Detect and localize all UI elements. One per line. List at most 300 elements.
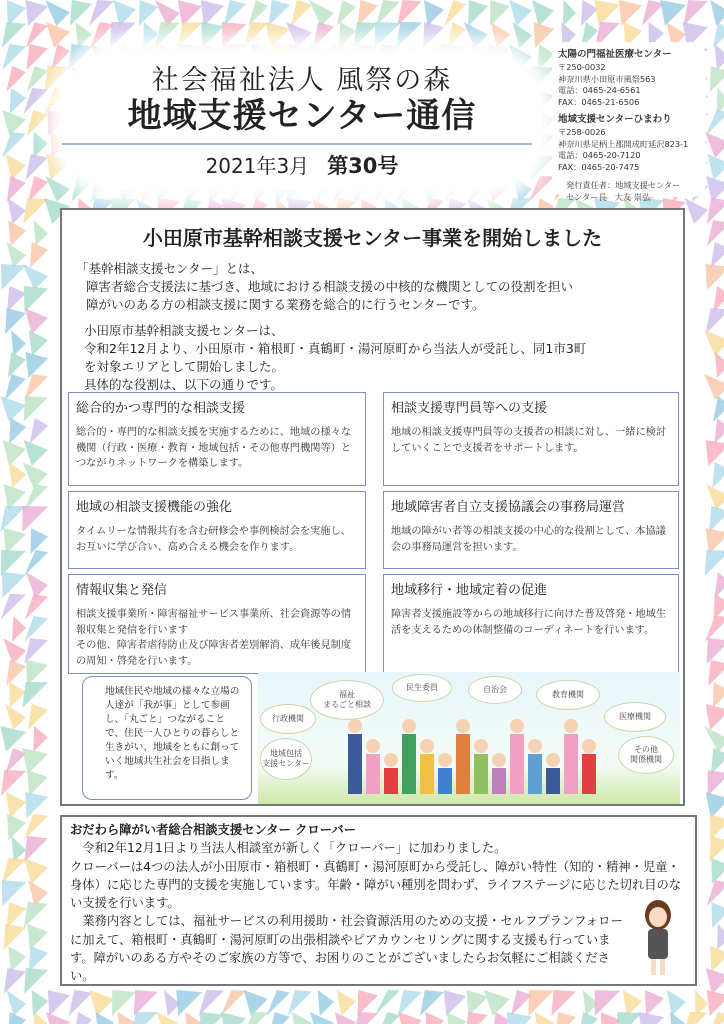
mosaic-tile — [534, 22, 554, 48]
mosaic-tile — [683, 0, 708, 26]
mosaic-tile — [465, 1012, 488, 1024]
mosaic-tile — [9, 462, 26, 488]
desc-line: 令和2年12月より、小田原市・箱根町・真鶴町・湯河原町から当法人が受託し、同1市3町 — [84, 341, 587, 356]
mosaic-tile — [377, 1012, 400, 1024]
clover-title: おだわら障がい者総合相談支援センター クローバー — [70, 823, 357, 837]
mosaic-tile — [269, 0, 290, 26]
role-box — [68, 491, 366, 569]
mosaic-tile — [221, 990, 246, 1016]
role-heading: 総合的かつ専門的な相談支援 — [76, 401, 246, 416]
mosaic-tile — [1, 770, 26, 796]
mosaic-tile — [22, 748, 48, 774]
mosaic-tile — [705, 132, 724, 158]
mosaic-tile — [506, 1012, 532, 1024]
mosaic-tile — [30, 528, 48, 554]
mosaic-tile — [424, 0, 444, 26]
role-box — [383, 574, 679, 674]
mosaic-tile — [707, 638, 724, 664]
role-body: 地域の相談支援専門員等の支援者の相談に対し、一緒に検討していくことで支援者をサポートします。 — [391, 427, 667, 454]
mosaic-tile — [7, 242, 26, 268]
mosaic-tile — [266, 22, 290, 48]
mosaic-tile — [22, 682, 48, 708]
mosaic-tile — [318, 990, 334, 1016]
mosaic-tile — [710, 0, 724, 26]
mosaic-tile — [8, 1012, 26, 1024]
mosaic-tile — [717, 924, 724, 950]
role-body: 総合的・専門的な相談支援を実施するために、地域の様々な機関（行政・医療・教育・地域包括・その他専門機関等）とつながりネットワークを構築します。 — [76, 427, 352, 469]
mosaic-tile — [713, 396, 724, 422]
mosaic-tile — [706, 176, 724, 202]
people-illustration — [338, 712, 608, 804]
mosaic-tile — [24, 968, 48, 994]
mosaic-tile — [712, 462, 724, 488]
mosaic-tile — [28, 176, 48, 202]
mosaic-tile — [24, 858, 48, 884]
mosaic-tile — [660, 0, 686, 26]
mosaic-tile — [313, 22, 334, 48]
mosaic-tile — [426, 1012, 444, 1024]
mosaic-tile — [48, 990, 70, 1016]
mosaic-tile — [705, 550, 724, 576]
clover-paragraph: 令和2年12月1日より当法人相談室が新しく「クローバー」に加わりました。 — [70, 841, 507, 856]
mosaic-tile — [89, 990, 114, 1016]
mosaic-tile — [563, 0, 576, 26]
mosaic-tile — [26, 44, 48, 70]
mosaic-tile — [682, 1012, 708, 1024]
mosaic-tile — [269, 1012, 290, 1024]
mosaic-tile — [704, 726, 724, 752]
mosaic-tile — [29, 330, 48, 356]
mosaic-tile — [468, 0, 488, 26]
role-heading: 相談支援専門員等への支援 — [391, 401, 548, 416]
mosaic-tile — [139, 0, 158, 26]
network-bubble: 行政機関 — [260, 704, 316, 734]
mosaic-tile — [5, 748, 26, 774]
mosaic-tile — [24, 902, 48, 928]
mosaic-tile — [23, 88, 48, 114]
contact-org-1-fax: FAX：0465-21-6506 — [558, 96, 640, 107]
role-box — [68, 392, 366, 486]
mosaic-tile — [708, 660, 724, 686]
mosaic-tile — [337, 0, 356, 26]
mosaic-tile — [117, 1012, 136, 1024]
mosaic-tile — [224, 0, 246, 26]
mosaic-tile — [642, 0, 664, 26]
mosaic-tile — [24, 286, 48, 312]
mosaic-tile — [706, 484, 724, 510]
mosaic-tile — [705, 110, 724, 136]
mosaic-tile — [288, 990, 312, 1016]
person-figure — [492, 753, 506, 794]
article-title: 小田原市基幹相談支援センター事業を開始しました — [142, 226, 603, 250]
mosaic-tile — [535, 1012, 554, 1024]
mosaic-tile — [24, 638, 48, 664]
person-figure — [438, 753, 452, 794]
contact-org-2-zip: 〒258-0026 — [558, 127, 606, 137]
mosaic-tile — [95, 1012, 114, 1024]
publisher-line-2: センター長 大友 崇弘 — [566, 191, 651, 202]
mosaic-tile — [3, 638, 26, 664]
mosaic-tile — [69, 990, 92, 1016]
mosaic-tile — [25, 484, 48, 510]
mosaic-tile — [2, 22, 26, 48]
mosaic-tile — [23, 198, 48, 224]
role-box — [383, 392, 679, 486]
mosaic-tile — [353, 22, 378, 48]
mosaic-tile — [221, 1012, 246, 1024]
mosaic-tile — [176, 990, 202, 1016]
mosaic-tile — [11, 330, 26, 356]
mosaic-tile — [375, 22, 400, 48]
mosaic-tile — [6, 792, 26, 818]
mosaic-tile — [34, 1012, 48, 1024]
contact-org-1-zip: 〒250-0032 — [558, 62, 606, 72]
mosaic-tile — [23, 264, 48, 290]
mosaic-tile — [26, 22, 48, 48]
mosaic-tile — [645, 990, 664, 1016]
mosaic-tile — [491, 22, 510, 48]
community-note-scroll — [82, 676, 252, 800]
desc-line: を対象エリアとして開始しました。 — [84, 359, 285, 374]
mosaic-tile — [75, 22, 92, 48]
mosaic-tile — [358, 0, 378, 26]
mosaic-tile — [337, 990, 356, 1016]
mosaic-tile — [444, 990, 466, 1016]
mosaic-tile — [33, 726, 48, 752]
mosaic-tile — [266, 990, 290, 1016]
mosaic-tile — [490, 0, 510, 26]
person-figure — [546, 753, 560, 794]
mosaic-tile — [6, 660, 26, 686]
mosaic-tile — [5, 374, 26, 400]
mosaic-tile — [707, 198, 724, 224]
mosaic-tile — [464, 22, 488, 48]
mosaic-tile — [466, 990, 488, 1016]
mosaic-tile — [714, 418, 724, 444]
mosaic-tile — [2, 44, 26, 70]
mosaic-tile — [29, 946, 48, 972]
mosaic-tile — [33, 132, 48, 158]
mosaic-tile — [24, 374, 48, 400]
mosaic-tile — [617, 1012, 642, 1024]
mosaic-tile — [447, 22, 466, 48]
mosaic-tile — [46, 1012, 70, 1024]
mosaic-tile — [713, 22, 724, 48]
mosaic-tile — [26, 154, 48, 180]
mosaic-tile — [26, 572, 48, 598]
mosaic-tile — [5, 704, 26, 730]
mosaic-tile — [25, 0, 48, 26]
person-figure — [456, 719, 470, 794]
issue-line — [62, 150, 542, 180]
mosaic-tile — [447, 1012, 466, 1024]
mosaic-tile — [8, 352, 26, 378]
mosaic-tile — [25, 792, 48, 818]
mosaic-tile — [6, 990, 26, 1016]
mosaic-tile — [706, 792, 724, 818]
mosaic-tile — [24, 836, 48, 862]
person-figure — [366, 739, 380, 794]
mosaic-tile — [45, 0, 70, 26]
role-body: タイムリーな情報共有を含む研修会や事例検討会を実施し、お互いに学び合い、高め合える機会を作ります。 — [76, 526, 351, 553]
mosaic-tile — [710, 814, 724, 840]
contact-org-1-name: 太陽の門福祉医療センター — [558, 49, 672, 60]
mosaic-tile — [27, 770, 48, 796]
mosaic-tile — [357, 990, 378, 1016]
mosaic-tile — [706, 264, 724, 290]
organization-name: 社会福祉法人 風祭の森 — [151, 65, 453, 96]
network-bubble: 民生委員 — [392, 674, 452, 702]
contact-org-2-tel: 電話：0465-20-7120 — [558, 150, 641, 160]
mosaic-tile — [12, 616, 26, 642]
mosaic-tile — [711, 242, 724, 268]
mosaic-tile — [4, 924, 26, 950]
desc-line: 具体的な役割は、以下の通りです。 — [84, 377, 284, 392]
mosaic-tile — [601, 1012, 620, 1024]
mosaic-tile — [244, 990, 268, 1016]
mosaic-tile — [704, 374, 724, 400]
mosaic-tile — [532, 0, 554, 26]
mosaic-tile — [396, 22, 422, 48]
network-bubble: 自治会 — [468, 676, 522, 704]
mosaic-tile — [10, 88, 26, 114]
description-text — [84, 322, 586, 394]
mosaic-tile — [707, 880, 724, 906]
mosaic-tile — [705, 308, 724, 334]
mosaic-tile — [705, 616, 724, 642]
mosaic-tile — [706, 968, 724, 994]
mosaic-tile — [623, 990, 642, 1016]
mosaic-tile — [713, 682, 724, 708]
mosaic-tile — [0, 594, 26, 620]
mosaic-tile — [70, 0, 92, 26]
mosaic-tile — [595, 990, 620, 1016]
role-body: 地域の障がい者等の相談支援の中心的な役割として、本協議会の事務局運営を担います。 — [391, 526, 666, 553]
mosaic-tile — [445, 0, 466, 26]
mosaic-tile — [709, 506, 724, 532]
mosaic-tile — [8, 220, 26, 246]
person-figure — [474, 739, 488, 794]
mosaic-tile — [132, 1012, 158, 1024]
mosaic-tile — [335, 1012, 356, 1024]
mosaic-tile — [3, 528, 26, 554]
mosaic-tile — [8, 198, 26, 224]
mosaic-tile — [708, 770, 724, 796]
network-bubble: その他 関係機関 — [618, 736, 674, 774]
mosaic-tile — [201, 22, 224, 48]
community-note-text: 地域住民や地域の様々な立場の人達が「我が事」として参画し、「丸ごと」つながることで、住民一人ひとりの暮らしと生きがい、地域をともに創っていく地域共生社会を目指します。 — [105, 686, 240, 781]
role-heading: 地域移行・地域定着の促進 — [391, 583, 548, 598]
mosaic-tile — [695, 990, 708, 1016]
mosaic-tile — [1, 858, 26, 884]
mosaic-tile — [178, 0, 202, 26]
mosaic-tile — [155, 0, 180, 26]
mosaic-tile — [6, 66, 26, 92]
mosaic-tile — [22, 506, 48, 532]
staff-illustration — [638, 897, 678, 977]
mosaic-tile — [2, 132, 26, 158]
mosaic-tile — [484, 990, 510, 1016]
role-body: 障害者支援施設等からの地域移行に向けた普及啓発・地域生活を支えるための体制整備のコーディネートを行います。 — [391, 609, 667, 636]
mosaic-tile — [177, 22, 202, 48]
mosaic-tile — [199, 990, 224, 1016]
person-figure — [564, 719, 578, 794]
mosaic-tile — [201, 0, 224, 26]
contact-org-1-address: 神奈川県小田原市風祭563 — [558, 73, 656, 84]
mosaic-tile — [710, 946, 724, 972]
mosaic-tile — [292, 1012, 312, 1024]
mosaic-tile — [24, 440, 48, 466]
role-body: 相談支援事業所・障害福祉サービス事業所、社会資源等の情報収集と発信を行います その他、障害者虐待防止及び障害者差別解消、成年後見制度の周知・啓発を行います。 — [76, 609, 352, 667]
role-heading: 情報収集と発信 — [76, 583, 168, 598]
mosaic-tile — [420, 990, 444, 1016]
clover-article — [60, 815, 697, 986]
mosaic-tile — [27, 66, 48, 92]
community-network-illustration — [258, 672, 680, 804]
mosaic-tile — [30, 418, 48, 444]
person-figure — [348, 719, 362, 794]
mosaic-tile — [2, 880, 26, 906]
mosaic-tile — [7, 0, 26, 26]
contact-org-2-fax: FAX：0465-20-7475 — [558, 161, 640, 172]
mosaic-tile — [713, 286, 724, 312]
person-figure — [420, 739, 434, 794]
mosaic-tile — [707, 990, 724, 1016]
mosaic-tile — [0, 506, 26, 532]
person-figure — [582, 739, 596, 794]
contact-org-2-address: 神奈川県足柄上郡開成町延沢823-1 — [558, 138, 689, 149]
mosaic-tile — [710, 66, 724, 92]
mosaic-tile — [89, 0, 114, 26]
mosaic-tile — [74, 1012, 92, 1024]
mosaic-tile — [25, 594, 48, 620]
publisher-line-1: 発行責任者：地域支援センター — [566, 180, 681, 190]
network-bubble: 地域包括 支援センター — [260, 738, 312, 780]
mosaic-tile — [7, 176, 26, 202]
person-figure — [384, 753, 398, 794]
mosaic-tile — [9, 418, 26, 444]
mosaic-tile — [155, 22, 180, 48]
mosaic-tile — [704, 330, 724, 356]
mosaic-tile — [28, 704, 48, 730]
mosaic-tile — [25, 352, 48, 378]
role-box — [383, 491, 679, 569]
mosaic-tile — [353, 1012, 378, 1024]
mosaic-tile — [376, 0, 400, 26]
mosaic-tile — [8, 946, 26, 972]
mosaic-tile — [6, 154, 26, 180]
mosaic-tile — [7, 814, 26, 840]
intro-line: 障害者総合支援法に基づき、地域における相談支援の中核的な機関としての役割を担い — [86, 279, 574, 294]
mosaic-tile — [423, 22, 444, 48]
mosaic-tile — [5, 308, 26, 334]
mosaic-tile — [7, 902, 26, 928]
mosaic-tile — [200, 1012, 224, 1024]
contact-org-1-tel: 電話：0465-24-6561 — [558, 85, 641, 95]
mosaic-tile — [110, 22, 136, 48]
mosaic-tile — [1, 396, 26, 422]
person-figure — [528, 739, 542, 794]
mosaic-tile — [707, 220, 724, 246]
network-bubble: 福祉 まるごと相談 — [310, 680, 384, 720]
intro-line: 「基幹相談支援センター」とは、 — [76, 261, 264, 276]
mosaic-tile — [27, 110, 48, 136]
mosaic-tile — [11, 836, 26, 862]
mosaic-tile — [709, 836, 724, 862]
mosaic-tile — [28, 880, 48, 906]
clover-paragraph: 業務内容としては、福祉サービスの利用援助・社会資源活用のための支援・セルフプランフォローに加えて、箱根町・真鶴町・湯河原町の出張相談やピアカウンセリングに関する支援も行っています。障がいのある方やそのご家族の方等で、お困りのことがございましたらお気軽にご相談ください。 — [70, 914, 623, 984]
mosaic-tile — [708, 154, 724, 180]
mosaic-tile — [243, 22, 268, 48]
contact-org-2-name: 地域支援センターひまわり — [558, 114, 672, 125]
mosaic-tile — [2, 110, 26, 136]
mosaic-tile — [286, 22, 312, 48]
network-bubble: 教育機関 — [536, 680, 600, 710]
mosaic-tile — [706, 704, 724, 730]
mosaic-tile — [711, 748, 724, 774]
contact-info — [552, 42, 706, 202]
mosaic-tile — [667, 990, 686, 1016]
mosaic-tile — [112, 990, 136, 1016]
mosaic-tile — [594, 0, 620, 26]
issue-date: 2021年3月 — [205, 154, 310, 178]
mosaic-tile — [638, 1012, 664, 1024]
mosaic-tile — [714, 572, 724, 598]
mosaic-tile — [512, 22, 532, 48]
mosaic-tile — [25, 308, 48, 334]
intro-text — [76, 260, 573, 314]
newsletter-title: 地域支援センター通信 — [127, 96, 477, 136]
mosaic-tile — [243, 1012, 268, 1024]
clover-paragraph: クローバーは4つの法人が小田原市・箱根町・真鶴町・湯河原町から受託し、障がい特性（知的・精神・児童・身体）に応じた専門的支援を実施しています。年齢・障がい種別を問わず、ライフステージに応じた切れ目のない支援を行います。 — [70, 859, 682, 911]
mosaic-tile — [46, 22, 70, 48]
mosaic-tile — [711, 902, 724, 928]
role-box — [68, 574, 366, 674]
mosaic-tile — [398, 1012, 422, 1024]
issue-number: 第30号 — [327, 154, 399, 178]
mosaic-tile — [711, 858, 724, 884]
publisher — [558, 180, 700, 203]
person-figure — [402, 719, 416, 794]
mosaic-tile — [619, 0, 642, 26]
mosaic-tile — [339, 22, 356, 48]
header-divider — [62, 143, 532, 145]
mosaic-tile — [291, 0, 312, 26]
mosaic-tile — [509, 0, 532, 26]
mosaic-tile — [24, 550, 48, 576]
mosaic-tile — [7, 286, 26, 312]
mosaic-tile — [309, 0, 334, 26]
mosaic-tile — [715, 352, 724, 378]
mosaic-tile — [528, 990, 554, 1016]
mosaic-tile — [1, 264, 26, 290]
role-heading: 地域の相談支援機能の強化 — [76, 500, 233, 515]
network-bubble: 医療機関 — [604, 702, 666, 732]
mosaic-tile — [551, 990, 576, 1016]
role-heading: 地域障害者自立支援協議会の事務局運営 — [391, 500, 626, 515]
person-figure — [510, 719, 524, 794]
mosaic-tile — [4, 968, 26, 994]
mosaic-tile — [24, 396, 48, 422]
desc-line: 小田原市基幹相談支援センターは、 — [84, 323, 284, 338]
mosaic-tile — [555, 1012, 576, 1024]
mosaic-tile — [34, 220, 48, 246]
mosaic-tile — [398, 990, 422, 1016]
intro-line: 障がいのある方の相談支援に関する業務を総合的に行うセンターです。 — [86, 297, 485, 312]
mosaic-tile — [25, 616, 48, 642]
mosaic-tile — [1, 550, 26, 576]
mosaic-tile — [30, 242, 48, 268]
